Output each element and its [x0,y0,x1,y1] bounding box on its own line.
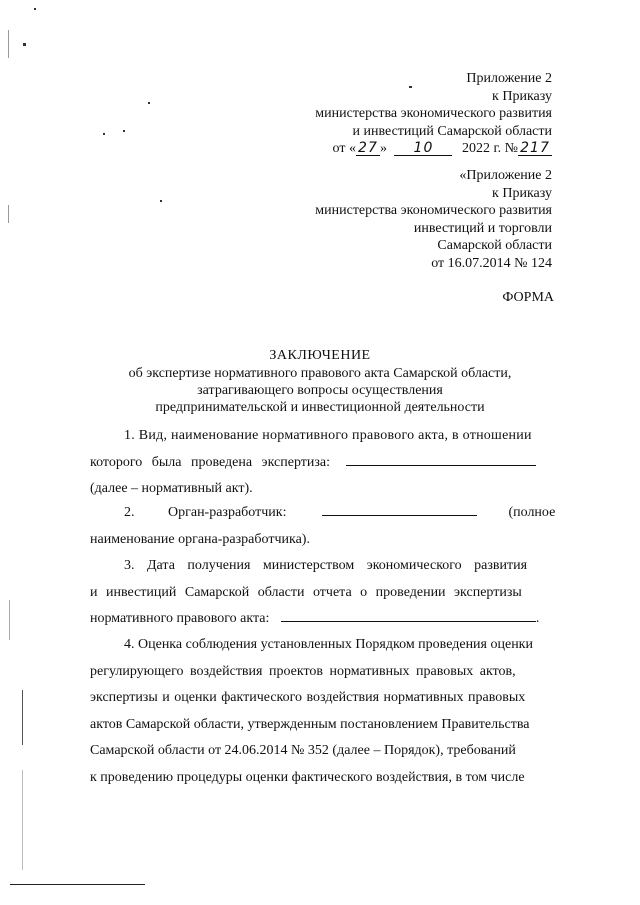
p4-line2: регулирующего воздействия проектов нормативных правовых актов, [90,663,516,679]
handwritten-number: 217 [518,141,552,156]
margin-mark [8,205,9,223]
subtitle-line3: предпринимательской и инвестиционной деятельности [155,400,485,415]
scan-speck [123,130,125,132]
p2-label: Орган-разработчик: [168,505,287,520]
p2-line1 [90,500,556,527]
paragraph-1 [90,423,548,503]
appendix-previous-line4: инвестиций и торговли [413,220,552,236]
subtitle-line2: затрагивающего вопросы осуществления [197,383,443,398]
scan-speck [34,8,36,10]
date-day-suffix: » [379,141,387,156]
act-name-blank-field[interactable] [346,453,536,466]
document-title: ЗАКЛЮЧЕНИЕ [269,348,371,363]
p4-line1: 4. Оценка соблюдения установленных Порядком проведения оценки [124,637,533,652]
paragraph-3 [90,553,548,633]
appendix-current-line2: к Приказу [492,88,552,104]
p3-line1: 3. Дата получения министерством экономического развития [124,558,528,573]
paragraph-2 [90,500,556,553]
p1-line1: 1. Вид, наименование нормативного правового акта, в отношении [124,428,532,443]
report-date-blank-field[interactable] [281,609,536,622]
p4-line5: Самарской области от 24.06.2014 № 352 (далее – Порядок), требований [90,743,516,758]
margin-mark [8,30,9,58]
date-year-text: 2022 г. № [461,141,518,156]
p1-line3: (далее – нормативный акт). [90,481,253,496]
p1-line2-text: которого была проведена экспертиза: [90,454,330,470]
paragraph-4 [90,632,548,791]
p4-line6: к проведению процедуры оценки фактического воздействия, в том числе [90,769,525,785]
p4-line4: актов Самарской области, утвержденным постановлением Правительства [90,716,530,732]
p3-line3 [90,606,548,633]
p4-line3: экспертизы и оценки фактического воздействия нормативных правовых [90,690,526,705]
appendix-previous-line1: «Приложение 2 [459,168,552,183]
p2-line2: наименование органа-разработчика). [90,531,310,547]
scan-speck [103,133,105,135]
p3-line3-text: нормативного правового акта: [90,611,270,626]
p3-end: . [535,611,540,626]
scan-speck [160,200,162,202]
document-subtitle [90,365,550,416]
appendix-current-line4: и инвестиций Самарской области [352,123,552,139]
handwritten-day: 27 [356,141,380,156]
scan-speck [148,102,150,104]
margin-mark [22,690,23,745]
developer-blank-field[interactable] [322,503,477,516]
scan-speck [23,43,26,46]
handwritten-month: 10 [394,141,452,156]
appendix-previous-line3: министерства экономического развития [315,203,552,218]
p3-line2: и инвестиций Самарской области отчета о проведении экспертизы [90,584,522,600]
appendix-current-line1: Приложение 2 [466,71,552,86]
subtitle-line1: об экспертизе нормативного правового акта Самарской области, [128,366,512,381]
appendix-previous-line6: от 16.07.2014 № 124 [431,255,552,271]
appendix-current-header [315,70,552,158]
margin-mark [22,770,23,870]
appendix-current-line3: министерства экономического развития [315,106,552,121]
p1-line2 [90,450,548,477]
p2-tail: (полное [508,505,556,520]
footnote-divider [10,884,145,885]
appendix-previous-line2: к Приказу [492,185,552,201]
margin-mark [9,600,10,640]
form-label: ФОРМА [502,290,554,305]
p2-number: 2. [124,505,135,520]
appendix-previous-header [315,167,552,272]
date-prefix: от « [332,141,356,156]
appendix-previous-line5: Самарской области [437,238,552,253]
appendix-current-date-line [315,140,552,158]
